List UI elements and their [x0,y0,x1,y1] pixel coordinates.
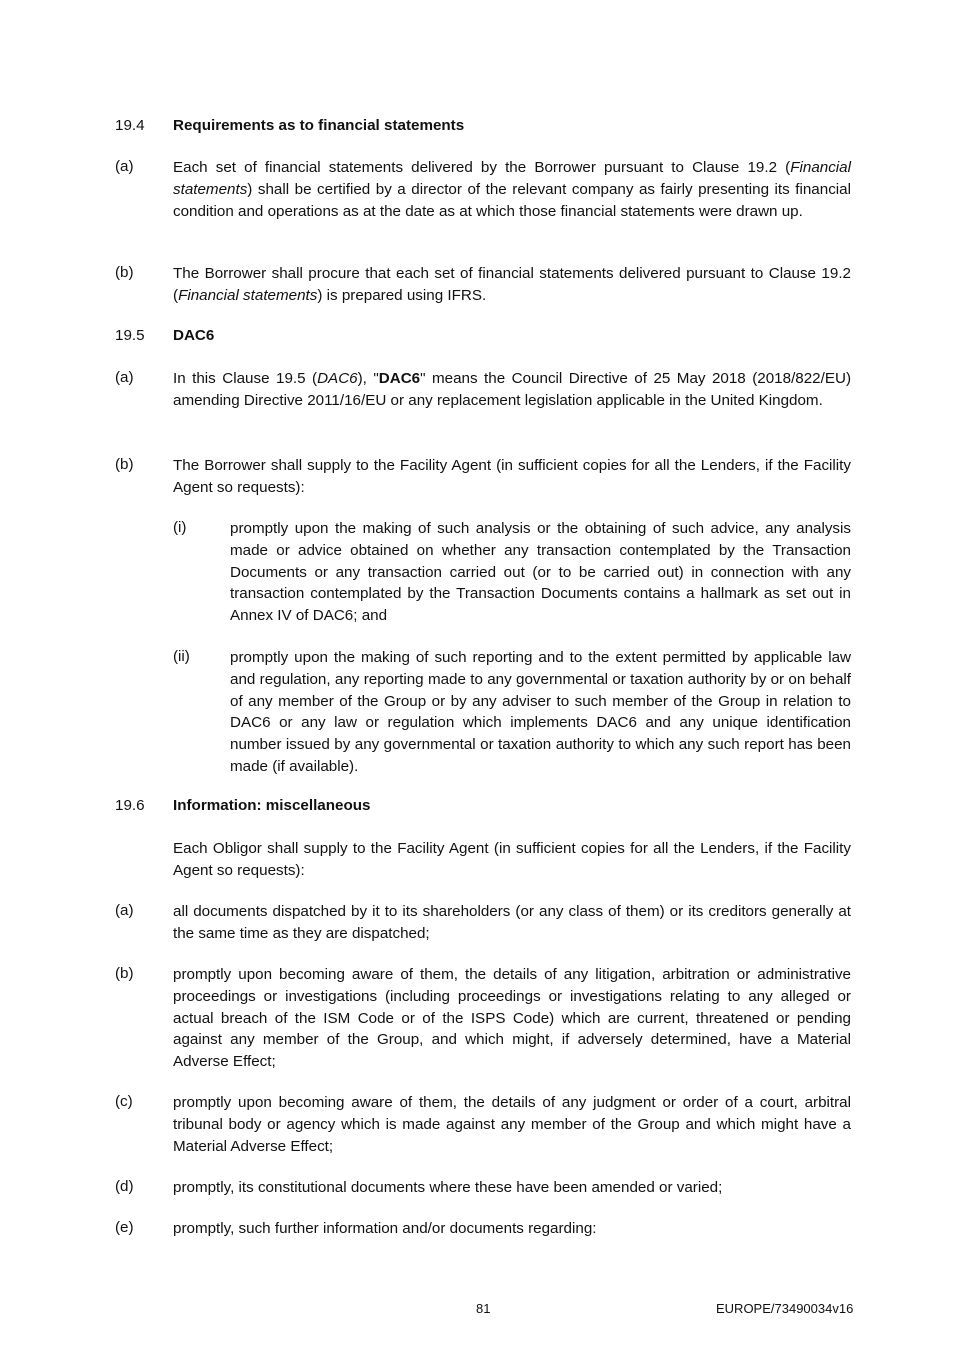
para-label: (a) [115,158,134,175]
para-label: (d) [115,1178,134,1195]
paragraph-19-6-intro: Each Obligor shall supply to the Facility Agent (in sufficient copies for all the Lenders, if the Facility Agent so requests): [173,840,851,879]
para-label: (a) [115,902,134,919]
paragraph-19-4-a: Each set of financial statements delivered by the Borrower pursuant to Clause 19.2 (Financial statements) shall be certified by a director of the relevant company as fairly presenting its financial condition and operations as at the date as at which those financial statements were drawn up. [173,159,851,220]
para-label: (b) [115,456,134,473]
paragraph-19-6-a: all documents dispatched by it to its shareholders (or any class of them) or its creditors generally at the same time as they are dispatched; [173,903,851,942]
subparagraph-19-5-b-ii: promptly upon the making of such reporting and to the extent permitted by applicable law and regulation, any reporting made to any governmental or taxation authority by or on behalf of any member of the Group or by any adviser to such member of the Group in relation to DAC6 or any law or regulation which implements DAC6 and any unique identification number issued by any governmental or taxation authority to which any such report has been made (if available). [230,649,851,775]
section-number-19-6: 19.6 [115,797,145,814]
paragraph-19-6-c: promptly upon becoming aware of them, the details of any judgment or order of a court, arbitral tribunal body or agency which is made against any member of the Group and which might have a Material Adverse Effect; [173,1094,851,1155]
para-label: (b) [115,264,134,281]
section-heading-19-6: Information: miscellaneous [173,797,371,814]
paragraph-19-4-b: The Borrower shall procure that each set of financial statements delivered pursuant to Clause 19.2 (Financial statements) is prepared using IFRS. [173,265,851,304]
subpara-label: (i) [173,519,187,536]
section-heading-19-5: DAC6 [173,327,215,344]
section-heading-19-4: Requirements as to financial statements [173,117,465,134]
paragraph-19-6-d: promptly, its constitutional documents where these have been amended or varied; [173,1179,723,1196]
page-number: 81 [476,1301,491,1316]
paragraph-19-5-b: The Borrower shall supply to the Facility Agent (in sufficient copies for all the Lenders, if the Facility Agent so requests): [173,457,851,496]
paragraph-19-5-a: In this Clause 19.5 (DAC6), "DAC6" means the Council Directive of 25 May 2018 (2018/822/EU) amending Directive 2011/16/EU or any replacement legislation applicable in the United Kingdom. [173,370,852,409]
subparagraph-19-5-b-i: promptly upon the making of such analysis or the obtaining of such advice, any analysis made or advice obtained on whether any transaction contemplated by the Transaction Documents or any transaction carried out (or to be carried out) in connection with any transaction contemplated by the Transaction Documents contains a hallmark as set out in Annex IV of DAC6; and [230,520,851,625]
section-number-19-4: 19.4 [115,117,145,134]
para-label: (a) [115,369,134,386]
para-label: (c) [115,1093,133,1110]
subpara-label: (ii) [173,648,190,665]
section-number-19-5: 19.5 [115,327,145,344]
paragraph-19-6-b: promptly upon becoming aware of them, the details of any litigation, arbitration or administrative proceedings or investigations (including proceedings or investigations relating to any alleged or actual breach of the ISM Code or of the ISPS Code) which are current, threatened or pending against any member of the Group, and which might, if adversely determined, have a Material Adverse Effect; [173,966,851,1071]
document-reference: EUROPE/73490034v16 [716,1301,854,1316]
paragraph-19-6-e: promptly, such further information and/or documents regarding: [173,1220,597,1237]
para-label: (b) [115,965,134,982]
para-label: (e) [115,1219,134,1236]
